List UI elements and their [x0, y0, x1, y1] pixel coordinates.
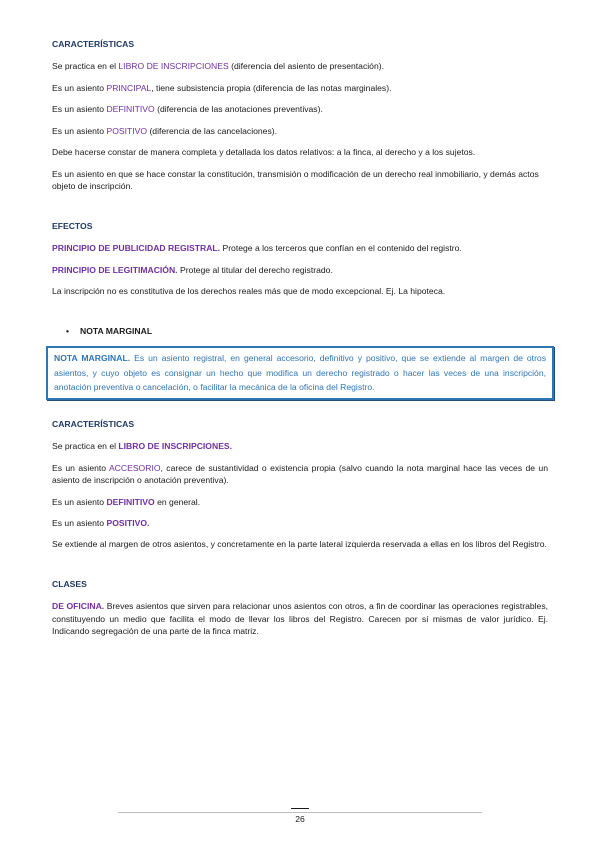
definition-label: NOTA MARGINAL.	[54, 352, 131, 363]
paragraph: PRINCIPIO DE LEGITIMACIÓN. Protege al titular del derecho registrado.	[52, 264, 333, 275]
section-heading-caracteristicas: CARACTERÍSTICAS	[52, 418, 135, 429]
highlight-term: DE OFICINA.	[52, 601, 105, 612]
definition-box	[46, 346, 554, 400]
highlight-term: LIBRO DE INSCRIPCIONES.	[118, 441, 233, 452]
highlight-term: PRINCIPAL	[106, 82, 152, 93]
bullet-icon: •	[66, 326, 70, 337]
footer-dash	[291, 808, 309, 809]
paragraph: Es un asiento DEFINITIVO en general.	[52, 496, 201, 507]
paragraph: Se practica en el LIBRO DE INSCRIPCIONES.	[52, 441, 233, 452]
page-number: 26	[295, 814, 305, 824]
highlight-term: DEFINITIVO	[106, 104, 155, 115]
highlight-term: POSITIVO	[106, 125, 148, 136]
paragraph: Es un asiento PRINCIPAL, tiene subsistencia propia (diferencia de las notas marginales).	[52, 82, 392, 93]
section-heading-efectos: EFECTOS	[52, 220, 93, 231]
document-page	[52, 38, 548, 647]
paragraph: La inscripción no es constitutiva de los derechos reales más que de modo excepcional. Ej. La hipoteca.	[52, 285, 446, 296]
paragraph: Es un asiento POSITIVO.	[52, 517, 150, 528]
highlight-term: ACCESORIO	[108, 462, 161, 473]
highlight-term: DEFINITIVO	[106, 496, 155, 507]
paragraph: PRINCIPIO DE PUBLICIDAD REGISTRAL. Protege a los terceros que confían en el contenido del registro.	[52, 243, 462, 254]
highlight-term: LIBRO DE INSCRIPCIONES	[118, 61, 229, 72]
paragraph: Es un asiento en que se hace constar la constitución, transmisión o modificación de un derecho real inmobiliario, y demás actos objeto de inscripción.	[52, 168, 539, 192]
paragraph: Se practica en el LIBRO DE INSCRIPCIONES (diferencia del asiento de presentación).	[52, 61, 384, 72]
paragraph: Debe hacerse constar de manera completa y detallada los datos relativos: a la finca, al derecho y a los sujetos.	[52, 147, 476, 158]
section-heading-caracteristicas: CARACTERÍSTICAS	[52, 39, 135, 49]
paragraph: Es un asiento POSITIVO (diferencia de las cancelaciones).	[52, 125, 277, 136]
highlight-term: PRINCIPIO DE PUBLICIDAD REGISTRAL.	[52, 243, 221, 254]
paragraph: Es un asiento ACCESORIO, carece de sustantividad o existencia propia (salvo cuando la nota marginal hace las veces de un asiento de inscripción o anotación preventiva).	[52, 462, 548, 486]
highlight-term: PRINCIPIO DE LEGITIMACIÓN.	[52, 264, 178, 275]
paragraph: Es un asiento DEFINITIVO (diferencia de las anotaciones preventivas).	[52, 104, 323, 115]
definition-text: Es un asiento registral, en general accesorio, definitivo y positivo, que se extiende al margen de otros asientos, y cuyo objeto es consignar un hecho que modifica un derecho registrado o hacer las veces de una inscripción, anotación preventiva o cancelación, o facilitar la mecánica de la oficina del Registro.	[54, 352, 547, 393]
bullet-heading: • NOTA MARGINAL	[66, 326, 153, 337]
section-heading-clases: CLASES	[52, 578, 87, 589]
paragraph: Se extiende al margen de otros asientos, y concretamente en la parte lateral izquierda reservada a ellas en los libros del Registro.	[52, 539, 547, 550]
paragraph: DE OFICINA. Breves asientos que sirven para relacionar unos asientos con otros, a fin de coordinar las operaciones registrables, constituyendo un medio que facilita el modo de llevar los libros del Registro. Carecen por sí mismas de valor jurídico. Ej. Indicando segregación de una parte de la finca matriz.	[52, 601, 548, 637]
highlight-term: POSITIVO.	[106, 517, 150, 528]
